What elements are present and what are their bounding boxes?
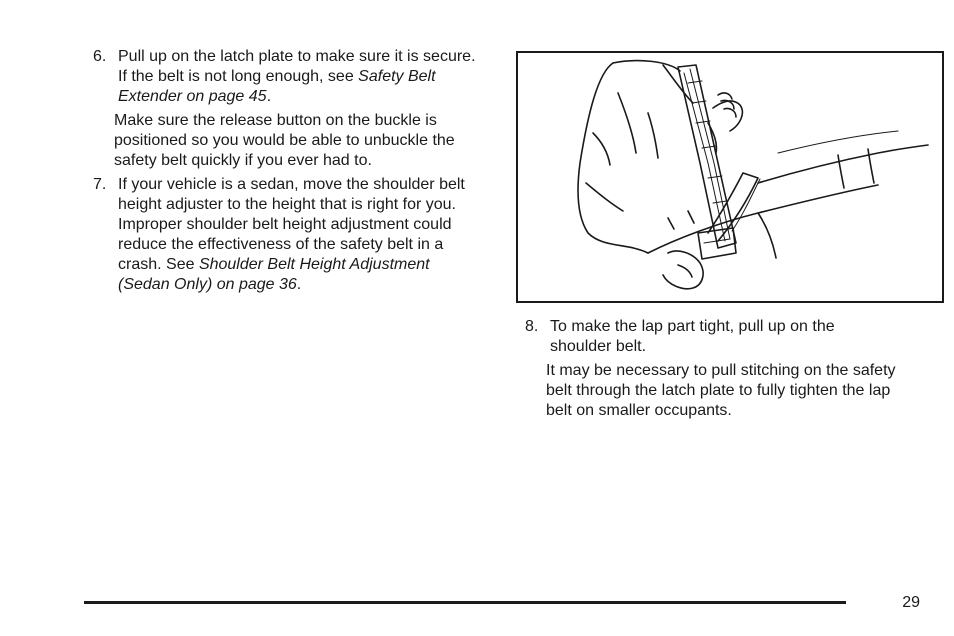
step-7 bbox=[93, 175, 485, 295]
step-number: 6. bbox=[93, 48, 107, 65]
left-column bbox=[93, 47, 485, 299]
step-text bbox=[118, 175, 485, 295]
page-reference-link[interactable]: Safety Belt Extender on page 45 bbox=[118, 68, 436, 105]
page-reference-link[interactable]: Shoulder Belt Height Adjustment (Sedan Only) on page 36 bbox=[118, 256, 430, 293]
page-number: 29 bbox=[902, 594, 920, 611]
step-8-note: It may be necessary to pull stitching on the safety belt through the latch plate to fully tighten the lap belt on smaller occupants. bbox=[546, 362, 896, 419]
step-6 bbox=[93, 47, 485, 107]
step-number: 7. bbox=[93, 176, 107, 193]
footer-rule bbox=[84, 601, 846, 604]
right-column bbox=[525, 317, 900, 425]
step-instruction: If your vehicle is a sedan, move the shoulder belt height adjuster to the height that is right for you. Improper shoulder belt height adjustment could reduce the effectiveness of the safety belt in a crash. See bbox=[118, 176, 465, 273]
step-8 bbox=[525, 317, 900, 357]
step-text: To make the lap part tight, pull up on the shoulder belt. bbox=[550, 318, 835, 355]
seated-occupant-icon bbox=[518, 53, 942, 301]
punctuation: . bbox=[296, 276, 302, 293]
step-6-note: Make sure the release button on the buckle is positioned so you would be able to unbuckle the safety belt quickly if you ever had to. bbox=[114, 112, 455, 169]
step-instruction: Pull up on the latch plate to make sure it is secure. If the belt is not long enough, see bbox=[118, 48, 476, 85]
step-text bbox=[118, 47, 485, 107]
seatbelt-illustration bbox=[516, 51, 944, 303]
step-number: 8. bbox=[525, 318, 539, 335]
punctuation: . bbox=[266, 88, 272, 105]
